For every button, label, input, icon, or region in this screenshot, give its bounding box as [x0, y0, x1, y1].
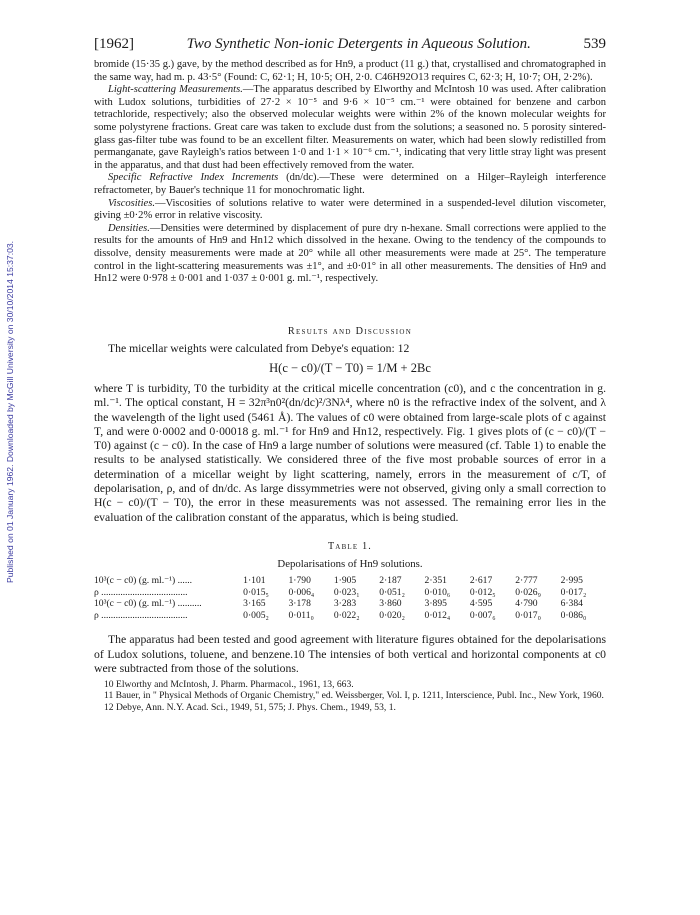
table-cell: 2·617 [469, 574, 493, 586]
densities-text: —Densities were determined by displacement of pure dry n-hexane. Small corrections were applied to the results for the amounts of Hn9 and Hn12 which dissolved in the hexane. Owing to the tendency of the compounds to dissolve, density measurements were made at 20° while all other measurements were made at 25°. The temperature control in the light-scattering measurements was ±1°, and ±0·01° in all other measurements. The densities of Hn9 and Hn12 were 0·978 ± 0·001 and 1·037 ± 0·001 g. ml.⁻¹, respectively. [94, 222, 606, 285]
table-cell: 0·012₅ [469, 586, 496, 598]
footnote-10: 10 Elworthy and McIntosh, J. Pharm. Pharmacol., 1961, 13, 663. [104, 679, 354, 691]
table-cell: 4·595 [469, 598, 493, 610]
table-cell: 0·015₅ [243, 586, 269, 598]
row-label: ρ .................................... [94, 609, 188, 621]
footnotes [94, 679, 606, 713]
row-label: 10³(c − c0) (g. ml.⁻¹) ...... [94, 574, 193, 586]
table-cell: 2·777 [515, 574, 538, 586]
depolarisation-table [94, 575, 606, 621]
table-cell: 3·895 [424, 598, 447, 610]
header-year: [1962] [94, 36, 134, 52]
light-scattering-text: —The apparatus described by Elworthy and McIntosh 10 was used. After calibration with Ludox solutions, turbidities of 27·2 × 10⁻⁵ and 9·6 × 10⁻⁵ cm.⁻¹ were obtained for benzene and carbon tetrachloride, respectively; also the observed molecular weights were within 2% of the known molecular weights for some polystyrene fractions. Great care was taken to exclude dust from the solutions; a seasoned no. 5 porosity sintered-glass gas-filter tube was found to be an excellent filter. Measurements on water, which had been slowly redistilled from permanganate, gave Rayleigh's ratios between 1·0 and 1·1 × 10⁻⁶ cm.⁻¹, indicating that very little stray light was present in the apparatus, and that dust had been effectively removed from the water. [94, 84, 606, 171]
paragraph-densities [94, 223, 606, 286]
row-label: 10³(c − c0) (g. ml.⁻¹) .......... [94, 598, 202, 610]
table-cell: 0·086₀ [560, 609, 587, 621]
paragraph-bromide: bromide (15·35 g.) gave, by the method described as for Hn9, a product (11 g.) that, crystallised and chromatographed in the same way, had m. p. 43·5° (Found: C, 62·1; H, 10·5; OH, 2·0. C46H92O13 requires C, 62·3; H, 10·7; OH, 2·2%). [94, 59, 606, 83]
paragraph-refractive-index [94, 172, 606, 197]
paragraph-viscosities [94, 198, 606, 223]
table-cell: 3·860 [379, 598, 402, 610]
debye-equation: H(c − c0)/(T − T0) = 1/M + 2Bc [269, 360, 431, 375]
table-cell: 1·905 [333, 574, 357, 586]
paragraph-light-scattering [94, 84, 606, 172]
table-cell: 0·017₂ [560, 586, 587, 598]
table-cell: 1·790 [288, 574, 311, 586]
table-cell: 2·187 [379, 574, 402, 586]
table-cell: 0·005₂ [243, 609, 269, 621]
viscosities-heading: Viscosities. [108, 197, 155, 209]
table-cell: 0·023₁ [333, 586, 360, 598]
publication-side-note: Published on 01 January 1962. Downloaded by McGill University on 30/10/2014 15:37:03. [5, 240, 15, 584]
table-cell: 0·012₄ [424, 609, 451, 621]
footnote-12: 12 Debye, Ann. N.Y. Acad. Sci., 1949, 51, 575; J. Phys. Chem., 1949, 53, 1. [104, 701, 396, 713]
table-cell: 3·165 [243, 598, 266, 610]
table-row [94, 598, 606, 610]
results-heading: Results and Discussion [287, 325, 413, 337]
table-row [94, 575, 606, 587]
paragraph-where: where T is turbidity, T0 the turbidity at the critical micelle concentration (c0), and c the concentration in g. ml.⁻¹. The optical constant, H = 32π³n0²(dn/dc)²/3Nλ⁴, where n0 is the refractive index of the solvent, and λ the wavelength of the light used (5461 Å). The values of c0 were obtained from large-scale plots of c against T, and were 0·0002 and 0·00018 g. ml.⁻¹ for Hn9 and Hn12, respectively. Fig. 1 gives plots of (c − c0)/(T − T0) against (c − c0). In the case of Hn9 a large number of solutions were measured (cf. Table 1) to enable the results to be analysed statistically. We considered three of the five most probable sources of error in a determination of a micellar weight by light scattering, namely, errors in the measurement of c/T, of depolarisation, ρ, and of dn/dc. As large dissymmetries were not observed, giving only a small correction to H(c − c0)/(T − T0), the error in these measurements was not assessed. The remaining error lies in the evaluation of the calibration constant of the apparatus, which is being studied. [94, 381, 606, 524]
table-cell: 0·006₄ [288, 586, 315, 598]
table-subtitle: Depolarisations of Hn9 solutions. [277, 557, 423, 570]
table-cell: 0·017₀ [515, 609, 541, 621]
table-cell: 3·283 [333, 598, 357, 610]
table-row [94, 610, 606, 622]
light-scattering-heading: Light-scattering Measurements. [108, 84, 243, 96]
table-cell: 4·790 [515, 598, 538, 610]
row-label: ρ .................................... [94, 586, 188, 598]
header-title: Two Synthetic Non-ionic Detergents in Aqueous Solution. [186, 36, 531, 52]
table-cell: 3·178 [288, 598, 311, 610]
densities-heading: Densities. [108, 222, 150, 234]
table-cell: 0·011₀ [288, 609, 314, 621]
table-cell: 2·351 [424, 574, 447, 586]
table-cell: 0·026₉ [515, 586, 541, 598]
table-cell: 0·020₂ [379, 609, 405, 621]
table-cell: 0·022₂ [333, 609, 360, 621]
table-row [94, 587, 606, 599]
debye-intro: The micellar weights were calculated from Debye's equation: 12 [108, 341, 410, 355]
table-cell: 1·101 [243, 574, 266, 586]
table-cell: 6·384 [560, 598, 583, 610]
table-cell: 2·995 [560, 574, 583, 586]
table-cell: 0·051₂ [379, 586, 405, 598]
viscosities-text: —Viscosities of solutions relative to water were determined in a suspended-level dilution viscometer, giving ±0·2% error in relative viscosity. [94, 197, 606, 222]
journal-page [94, 36, 606, 713]
paragraph-apparatus: The apparatus had been tested and good agreement with literature figures obtained for the depolarisations of Ludox solutions, toluene, and benzene.10 The intensies of both vertical and horizontal components at c0 were subtracted from those of the solutions. [94, 633, 606, 675]
refractive-index-text: (dn/dc).—These were determined on a Hilger–Rayleigh interference refractometer, by Bauer's technique 11 for monochromatic light. [94, 172, 606, 196]
table-cell: 0·010₆ [424, 586, 451, 598]
running-header [94, 36, 606, 53]
refractive-index-heading: Specific Refractive Index Increments [108, 172, 279, 184]
table-cell: 0·007₆ [469, 609, 496, 621]
table-caption: Table 1. [328, 540, 372, 552]
header-page-number: 539 [583, 36, 606, 52]
footnote-11: 11 Bauer, in " Physical Methods of Organic Chemistry," ed. Weissberger, Vol. I, p. 1211, Interscience, Publ. Inc., New York, 1960. [104, 690, 604, 702]
